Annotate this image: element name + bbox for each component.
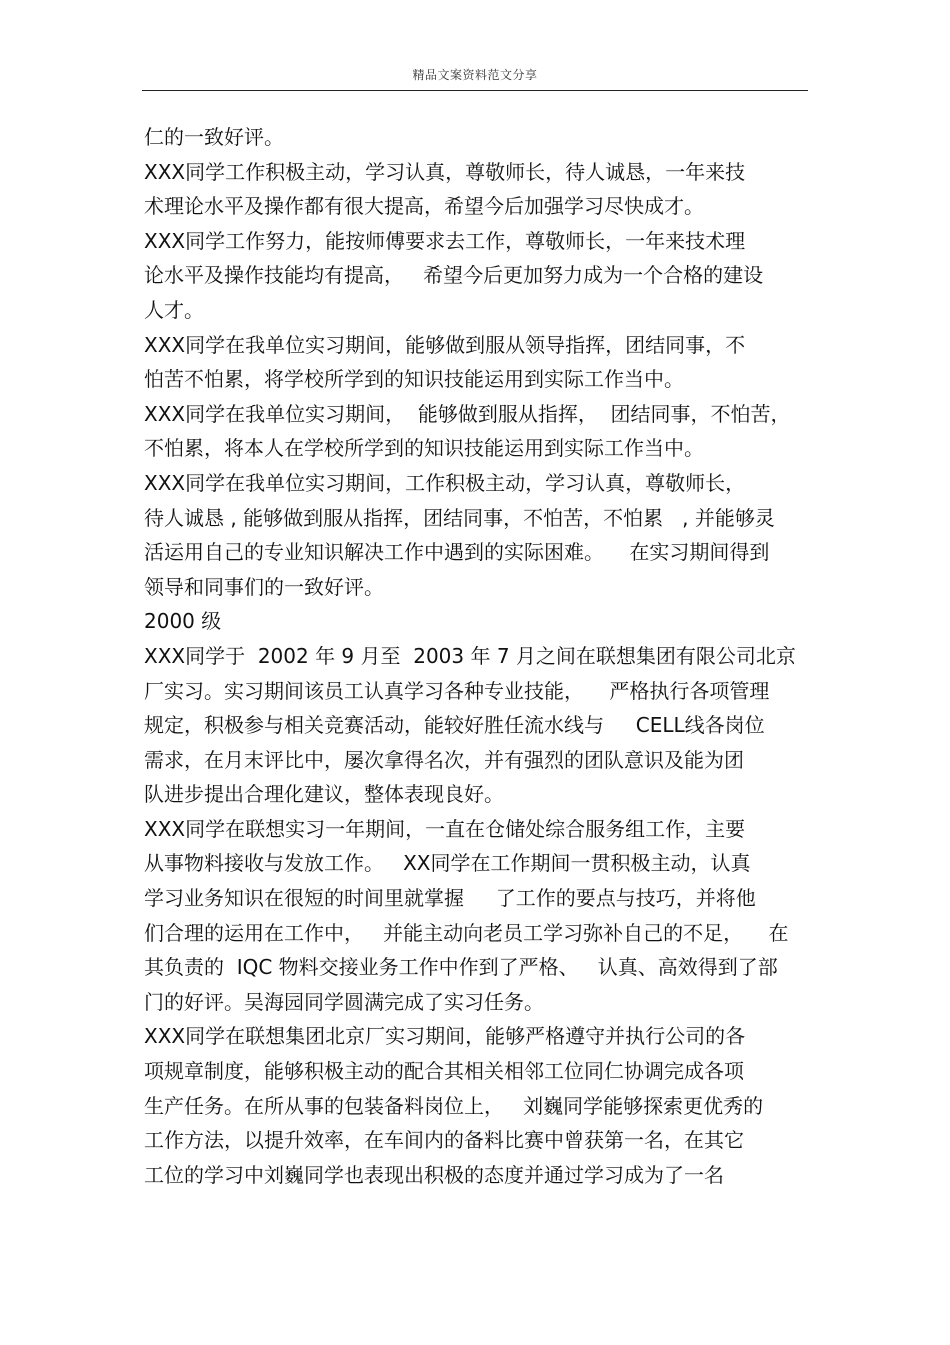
text-line: 规定，积极参与相关竞赛活动，能较好胜任流水线与 CELL线各岗位 — [144, 713, 765, 738]
text-line: 需求，在月末评比中，屡次拿得名次，并有强烈的团队意识及能为团 — [144, 747, 744, 772]
header-divider — [142, 90, 808, 91]
text-line: 不怕累，将本人在学校所学到的知识技能运用到实际工作当中。 — [144, 436, 704, 461]
text-line: 队进步提出合理化建议，整体表现良好。 — [144, 782, 504, 807]
section-heading: 2000 级 — [144, 609, 222, 634]
text-line: 厂实习。实习期间该员工认真学习各种专业技能， 严格执行各项管理 — [144, 678, 770, 703]
text-line: 其负责的 IQC 物料交接业务工作中作到了严格、 认真、高效得到了部 — [144, 955, 778, 980]
text-line: 仁的一致好评。 — [144, 125, 284, 149]
text-line: 待人诚恳 , 能够做到服从指挥，团结同事，不怕苦，不怕累 , 并能够灵 — [144, 505, 775, 530]
document-body — [144, 120, 814, 1192]
text-line: 工作方法，以提升效率，在车间内的备料比赛中曾获第一名，在其它 — [144, 1128, 744, 1153]
text-line: XXX同学工作积极主动，学习认真，尊敬师长，待人诚恳，一年来技 — [144, 159, 746, 184]
text-line: XXX同学在联想实习一年期间，一直在仓储处综合服务组工作，主要 — [144, 816, 746, 841]
text-line: 项规章制度，能够积极主动的配合其相关相邻工位同仁协调完成各项 — [144, 1059, 744, 1084]
text-line: 学习业务知识在很短的时间里就掌握 了工作的要点与技巧，并将他 — [144, 886, 756, 911]
text-line: XXX同学在我单位实习期间，能够做到服从领导指挥，团结同事，不 — [144, 332, 746, 357]
text-line: 们合理的运用在工作中， 并能主动向老员工学习弥补自己的不足， 在 — [144, 920, 789, 945]
text-line: 人才。 — [144, 297, 204, 322]
text-line: 论水平及操作技能均有提高， 希望今后更加努力成为一个合格的建设 — [144, 263, 764, 288]
text-line: 生产任务。在所从事的包装备料岗位上， 刘巍同学能够探索更优秀的 — [144, 1093, 764, 1118]
text-line: XXX同学在我单位实习期间，工作积极主动，学习认真，尊敬师长， — [144, 470, 746, 495]
text-line: 工位的学习中刘巍同学也表现出积极的态度并通过学习成为了一名 — [144, 1162, 724, 1187]
text-line: XXX同学工作努力，能按师傅要求去工作，尊敬师长，一年来技术理 — [144, 228, 746, 253]
page-header: 精品文案资料范文分享 — [412, 68, 538, 82]
text-line: 怕苦不怕累，将学校所学到的知识技能运用到实际工作当中。 — [144, 367, 684, 392]
text-line: XXX同学于 2002 年 9 月至 2003 年 7 月之间在联想集团有限公司北京 — [144, 643, 796, 668]
text-line: 活运用自己的专业知识解决工作中遇到的实际困难。 在实习期间得到 — [144, 540, 770, 565]
text-line: XXX同学在联想集团北京厂实习期间，能够严格遵守并执行公司的各 — [144, 1024, 746, 1049]
text-line: 门的好评。吴海园同学圆满完成了实习任务。 — [144, 989, 544, 1014]
text-line: 从事物料接收与发放工作。 XX同学在工作期间一贯积极主动，认真 — [144, 851, 751, 876]
text-line: 术理论水平及操作都有很大提高，希望今后加强学习尽快成才。 — [144, 194, 704, 219]
text-line: 领导和同事们的一致好评。 — [144, 574, 384, 599]
text-line: XXX同学在我单位实习期间， 能够做到服从指挥， 团结同事，不怕苦， — [144, 401, 791, 426]
